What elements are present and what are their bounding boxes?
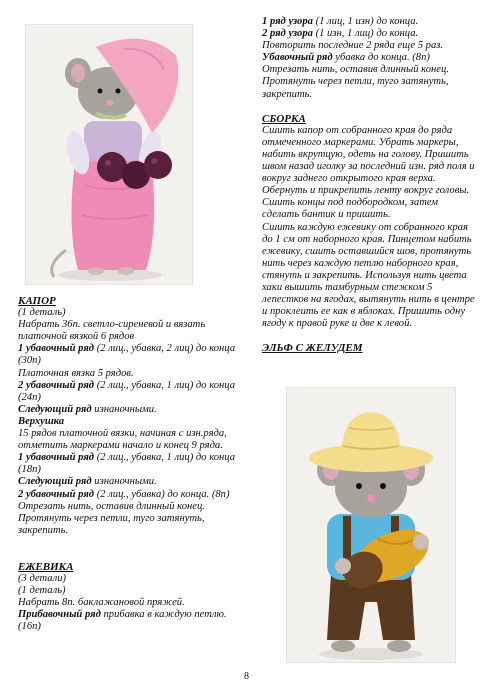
- berry-inc-count: (16п): [18, 621, 41, 633]
- berry-dec-text: убавка до конца. (8п): [332, 52, 430, 64]
- berry-dec-row: [262, 52, 476, 64]
- crown-dec1: [18, 452, 236, 476]
- kapor-garter: Платочная вязка 5 рядов.: [18, 367, 134, 379]
- kapor-next-label: Следующий ряд: [18, 403, 92, 415]
- elf-acorn-photo: [286, 387, 456, 663]
- pattern-row-1-label: 1 ряд узора: [262, 16, 313, 27]
- crown-text: 15 рядов платочной вязки, начиная с изн.ряда, отметить маркерами начало и конец 9 ряда.: [18, 428, 227, 452]
- kapor-dec2-label: 2 убавочный ряд: [18, 379, 95, 391]
- crown-dec1-label: 1 убавочный ряд: [18, 452, 95, 464]
- crown-dec1-text: (2 лиц., убавка, 1 лиц) до конца (18п): [18, 452, 236, 476]
- crown-dec2-text: (2 лиц., убавка) до конца. (8п): [94, 488, 230, 500]
- berry-dec-label: Убавочный ряд: [262, 52, 333, 64]
- kapor-heading: КАПОР: [18, 295, 56, 307]
- crown-finish: Отрезать нить, оставив длинный конец. Протянуть через петли, туго затянуть, закрепить.: [18, 500, 205, 536]
- berry-inc-row: [18, 609, 236, 621]
- page-number: 8: [244, 671, 249, 682]
- kapor-parts: (1 деталь): [18, 307, 66, 319]
- kapor-dec2: [18, 380, 236, 404]
- berry-parts-2: (1 деталь): [18, 585, 66, 597]
- berry-finish: Отрезать нить, оставив длинный конец. Протянуть через петли, туго затянуть, закрепить.: [262, 64, 449, 100]
- berry-inc-label: Прибавочный ряд: [18, 609, 101, 621]
- kapor-dec1-text: (2 лиц., убавка, 2 лиц) до конца (30п): [18, 343, 236, 367]
- berry-heading: ЕЖЕВИКА: [18, 560, 74, 573]
- mouse-bonnet-photo: [25, 24, 193, 285]
- crown-dec2-label: 2 убавочный ряд: [18, 488, 95, 500]
- kapor-dec2-text: (2 лиц., убавка, 1 лиц) до конца (24п): [18, 379, 236, 403]
- assembly-paragraph-1: Сшить капор от собранного края до ряда отмеченного маркерами. Убрать маркеры, набить вкрутцую, одеть на голову. Пришить швом назад иголку за последний изн. ряд поля и вокруг заднего открытого края верха. Обернуть и прикрепить ленту вокруг головы. Сшить концы под подбородком, затем сделать бантик и пришить.: [262, 124, 475, 221]
- elf-heading: ЭЛЬФ С ЖЕЛУДЕМ: [262, 342, 363, 355]
- crown-next-label: Следующий ряд: [18, 476, 92, 488]
- pattern-row-1-text: (1 лиц, 1 изн) до конца.: [312, 16, 419, 27]
- kapor-next-text: изнаночными.: [91, 403, 157, 415]
- mouse-bonnet-illustration: [26, 25, 192, 284]
- crown-next-row: [18, 476, 236, 488]
- crown-next-text: изнаночными.: [91, 476, 157, 488]
- pattern-row-2-text: (1 изн, 1 лиц) до конца.: [312, 28, 419, 40]
- repeat-text: Повторить последние 2 ряда еще 5 раз.: [262, 40, 444, 52]
- pattern-row-2-label: 2 ряд узора: [262, 28, 313, 40]
- assembly-heading: СБОРКА: [262, 112, 306, 125]
- kapor-cast-on: Набрать 36п. светло-сиреневой и вязать платочной вязкой 6 рядов: [18, 319, 206, 343]
- kapor-dec1: [18, 343, 236, 367]
- pattern-row-1: [262, 16, 476, 28]
- left-column: [18, 295, 236, 633]
- crown-dec2: [18, 489, 236, 501]
- crown-heading: Верхушка: [18, 415, 65, 427]
- berry-parts-1: (3 детали): [18, 572, 67, 584]
- kapor-next-row: [18, 404, 236, 416]
- kapor-dec1-label: 1 убавочный ряд: [18, 343, 95, 355]
- right-column: [262, 16, 476, 354]
- berry-cast-on: Набрать 8п. баклажановой пряжей.: [18, 597, 185, 609]
- assembly-paragraph-2: Сшить каждую ежевику от собранного края до 1 см от наборного края. Пинцетом набить ежевику, сшить оставшийся шов, протянуть нить через каждую петлю наборного края, стянуть и закрепить. Используя нить цвета хаки вышить тамбурным стежком 5 лепестков на ягодах, вытянуть нить в центре и проклеить ее как в яблоках. Пришить одну ягоду к правой руке и две к левой.: [262, 221, 475, 330]
- berry-inc-text: прибавка в каждую петлю.: [100, 609, 227, 621]
- pattern-row-2: [262, 28, 476, 40]
- elf-acorn-illustration: [287, 388, 455, 662]
